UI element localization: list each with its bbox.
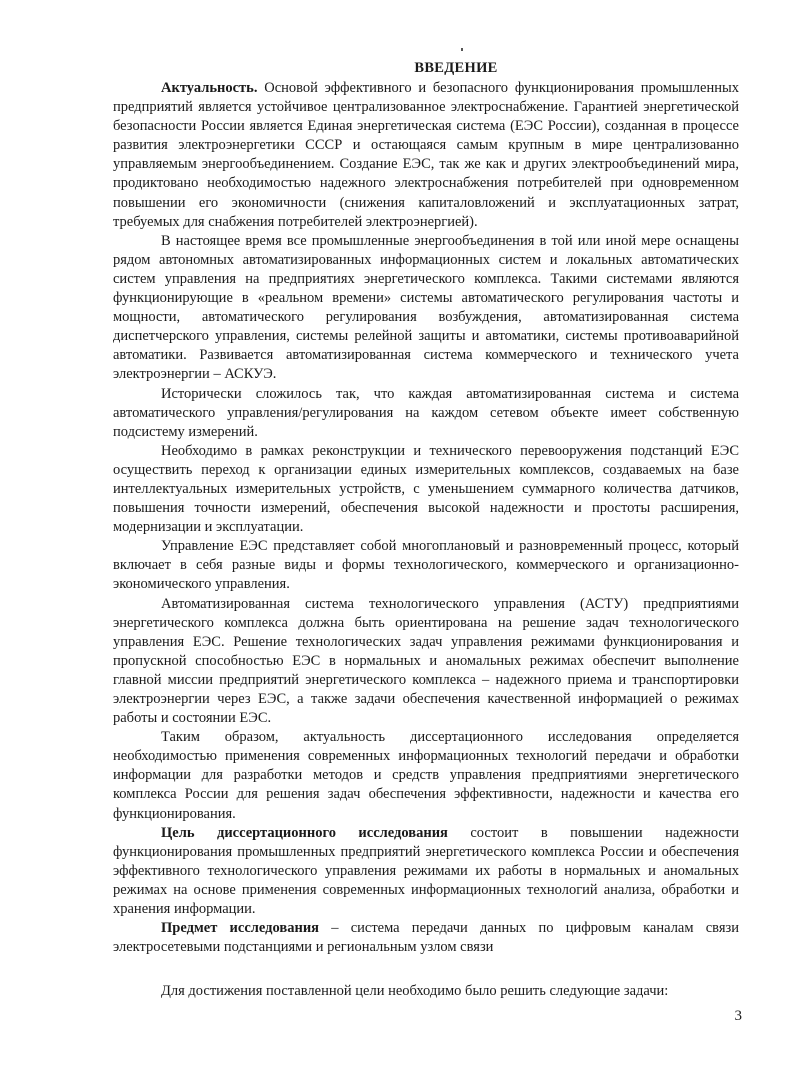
- paragraph-lead: Актуальность.: [161, 80, 258, 96]
- paragraph-goal: [113, 824, 739, 919]
- scan-mark: [461, 48, 463, 51]
- paragraph-3: Исторически сложилось так, что каждая автоматизированная система и система автоматического управления/регулирования на каждом сетевом объекте имеет собственную подсистему измерений.: [113, 385, 739, 440]
- paragraph-6: Автоматизированная система технологического управления (АСТУ) предприятиями энергетического комплекса должна быть ориентирована на решение задач технологического управления ЕЭС. Решение технологических задач управления режимами функционирования и пропускной способностью ЕЭС в нормальных и аномальных режимах обеспечит выполнение главной миссии предприятий энергетического комплекса – надежного приема и транспортировки электроэнергии через ЕЭС, а также задачи обеспечения качественной информацией о режимах работы и состоянии ЕЭС.: [113, 595, 739, 727]
- paragraph-subject: [113, 919, 739, 957]
- document-body: [113, 60, 739, 1001]
- paragraph-2: В настоящее время все промышленные энергообъединения в той или иной мере оснащены рядом автономных автоматизированных информационных систем и локальных автоматических систем управления на предприятиях энергетического комплекса. Такими системами являются функционирующие в «реальном времени» системы автоматического регулирования частоты и мощности, автоматического регулирования возбуждения, автоматизированная система диспетчерского управления, системы релейной защиты и автоматики, системы противоаварийной автоматики. Развивается автоматизированная система коммерческого и технического учета электроэнергии – АСКУЭ.: [113, 232, 739, 383]
- paragraph-text: состоит в повышении надежности функционирования промышленных предприятий энергетического комплекса России и обеспечения эффективного технологического управления режимами их работы в нормальных и аномальных режимах на основе применения современных информационных технологий анализа, обработки и хранения информации.: [113, 824, 740, 918]
- paragraph-relevance: [113, 79, 739, 232]
- paragraph-lead: Цель диссертационного исследования: [161, 824, 448, 841]
- paragraph-lead: Предмет исследования: [161, 920, 320, 937]
- paragraph-7: Таким образом, актуальность диссертационного исследования определяется необходимостью применения современных информационных технологий передачи и обработки информации для разработки методов и средств управления предприятиями энергетического комплекса России для решения задач обеспечения эффективности, надежности и качества его функционирования.: [113, 729, 739, 822]
- paragraph-4: Необходимо в рамках реконструкции и технического перевооружения подстанций ЕЭС осуществить переход к организации единых измерительных комплексов, создаваемых на базе интеллектуальных измерительных устройств, с уменьшением суммарного количества датчиков, повышения точности измерений, обеспечения высокой надежности и простоты расширения, модернизации и эксплуатации.: [113, 442, 739, 536]
- page-number: 3: [734, 1008, 742, 1024]
- paragraph-text: Основой эффективного и безопасного функционирования промышленных предприятий является устойчивое централизованное электроснабжение. Гарантией энергетической безопасности России является Единая энергетическая система (ЕЭС России), созданная в процессе развития электроэнергетики СССР и остающаяся самым крупным в мире централизованно управляемым энергообъединением. Создание ЕЭС, так же как и других электрообъединений мира, продиктовано необходимостью надежного электроснабжения потребителей при одновременном повышении его экономичности (снижения капиталовложений и эксплуатационных затрат, требуемых для снабжения потребителей электроэнергией).: [113, 80, 739, 230]
- paragraph-text: – система передачи данных по цифровым каналам связи электросетевыми подстанциями и региональным узлом связи: [113, 920, 739, 956]
- paragraph-tasks-intro: Для достижения поставленной цели необходимо было решить следующие задачи:: [161, 983, 669, 1000]
- paragraph-5: Управление ЕЭС представляет собой многоплановый и разновременный процесс, который включает в себя разные виды и формы технологического, коммерческого и организационно-экономического управления.: [113, 538, 739, 593]
- page-title: ВВЕДЕНИЕ: [414, 60, 498, 76]
